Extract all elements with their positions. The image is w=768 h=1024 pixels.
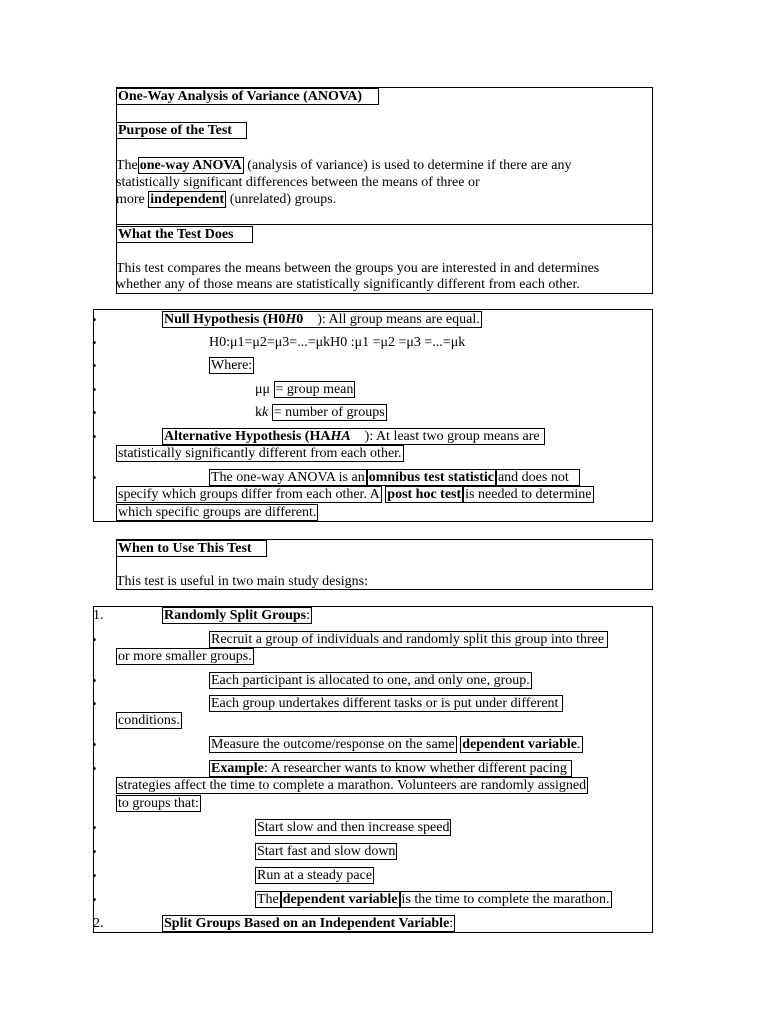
example-line-2: strategies affect the time to complete a marathon. Volunteers are randomly assigned (118, 778, 587, 793)
design-1-step-3-cont: conditions. (118, 713, 180, 728)
bullet: • (92, 892, 97, 907)
page-title: One-Way Analysis of Variance (ANOVA) (116, 88, 379, 105)
design-number: 2. (93, 916, 104, 931)
term-post-hoc: post hoc test (387, 487, 462, 502)
design-1-step-1-cont: or more smaller groups. (118, 649, 252, 664)
term-dependent-variable-2: dependent variable (282, 892, 398, 907)
design-1-step-1: Recruit a group of individuals and randomly split this group into three (209, 631, 608, 648)
what-divider (116, 224, 653, 225)
bullet: • (92, 312, 97, 327)
bullet: • (92, 737, 97, 752)
example-line-1: Example: A researcher wants to know whether different pacing (209, 760, 572, 777)
when-intro: This test is useful in two main study designs: (116, 574, 368, 589)
null-formula: H0:μ1=μ2=μ3=...=μkH0 :μ1 =μ2 =μ3 =...=μk (209, 335, 466, 350)
bullet: • (92, 358, 97, 373)
alternative-hypothesis: Alternative Hypothesis (HAHA ): At least two group means are (162, 428, 545, 445)
purpose-line-3: more independent (unrelated) groups. (116, 192, 337, 207)
design-1-step-3: Each group undertakes different tasks or is put under different (209, 695, 563, 712)
term-one-way-anova: one-way ANOVA (139, 158, 242, 173)
bullet: • (92, 844, 97, 859)
what-heading: What the Test Does (116, 226, 253, 243)
bullet: • (92, 868, 97, 883)
design-1-step-4: Measure the outcome/response on the same dependent variable. (211, 737, 581, 752)
alternative-hypothesis-cont: statistically significantly different from each other. (118, 446, 402, 461)
strategy-2: Start fast and slow down (257, 844, 396, 859)
bullet: • (92, 429, 97, 444)
where-label: Where: (211, 358, 253, 373)
k-definition: kk = number of groups (255, 405, 385, 420)
what-line-1: This test compares the means between the groups you are interested in and determines (116, 261, 600, 276)
bullet: • (92, 632, 97, 647)
design-1-step-2: Each participant is allocated to one, and only one, group. (211, 673, 530, 688)
bullet: • (92, 470, 97, 485)
null-hypothesis: Null Hypothesis (H0H0 ): All group means are equal. (164, 312, 480, 327)
what-line-2: whether any of those means are statistically significantly different from each other. (116, 277, 580, 292)
bullet: • (92, 820, 97, 835)
bullet: • (92, 761, 97, 776)
bullet: • (92, 382, 97, 397)
bullet: • (92, 335, 97, 350)
omnibus-line-1: The one-way ANOVA is an omnibus test statistic and does not (209, 469, 580, 486)
example-line-3: to groups that: (118, 796, 199, 811)
purpose-line-1: The one-way ANOVA (analysis of variance) is used to determine if there are any (116, 158, 572, 173)
strategy-3: Run at a steady pace (257, 868, 373, 883)
omnibus-line-2: specify which groups differ from each other. A post hoc test is needed to determine (118, 487, 592, 502)
dependent-variable-note: The dependent variable is the time to complete the marathon. (257, 892, 610, 907)
when-heading: When to Use This Test (116, 540, 267, 557)
purpose-line-2: statistically significant differences between the means of three or (116, 175, 480, 190)
term-dependent-variable: dependent variable. (462, 737, 581, 752)
bullet: • (92, 696, 97, 711)
strategy-1: Start slow and then increase speed (257, 820, 450, 835)
mu-definition: μμ = group mean (255, 382, 354, 397)
purpose-heading: Purpose of the Test (116, 122, 247, 139)
bullet: • (92, 405, 97, 420)
bullet: • (92, 673, 97, 688)
term-independent: independent (150, 192, 225, 207)
omnibus-line-3: which specific groups are different. (118, 505, 317, 520)
design-number: 1. (93, 608, 104, 623)
design-2-title: Split Groups Based on an Independent Variable: (164, 916, 454, 931)
term-omnibus: omnibus test statistic (368, 470, 494, 485)
design-1-title: Randomly Split Groups: (164, 608, 311, 623)
